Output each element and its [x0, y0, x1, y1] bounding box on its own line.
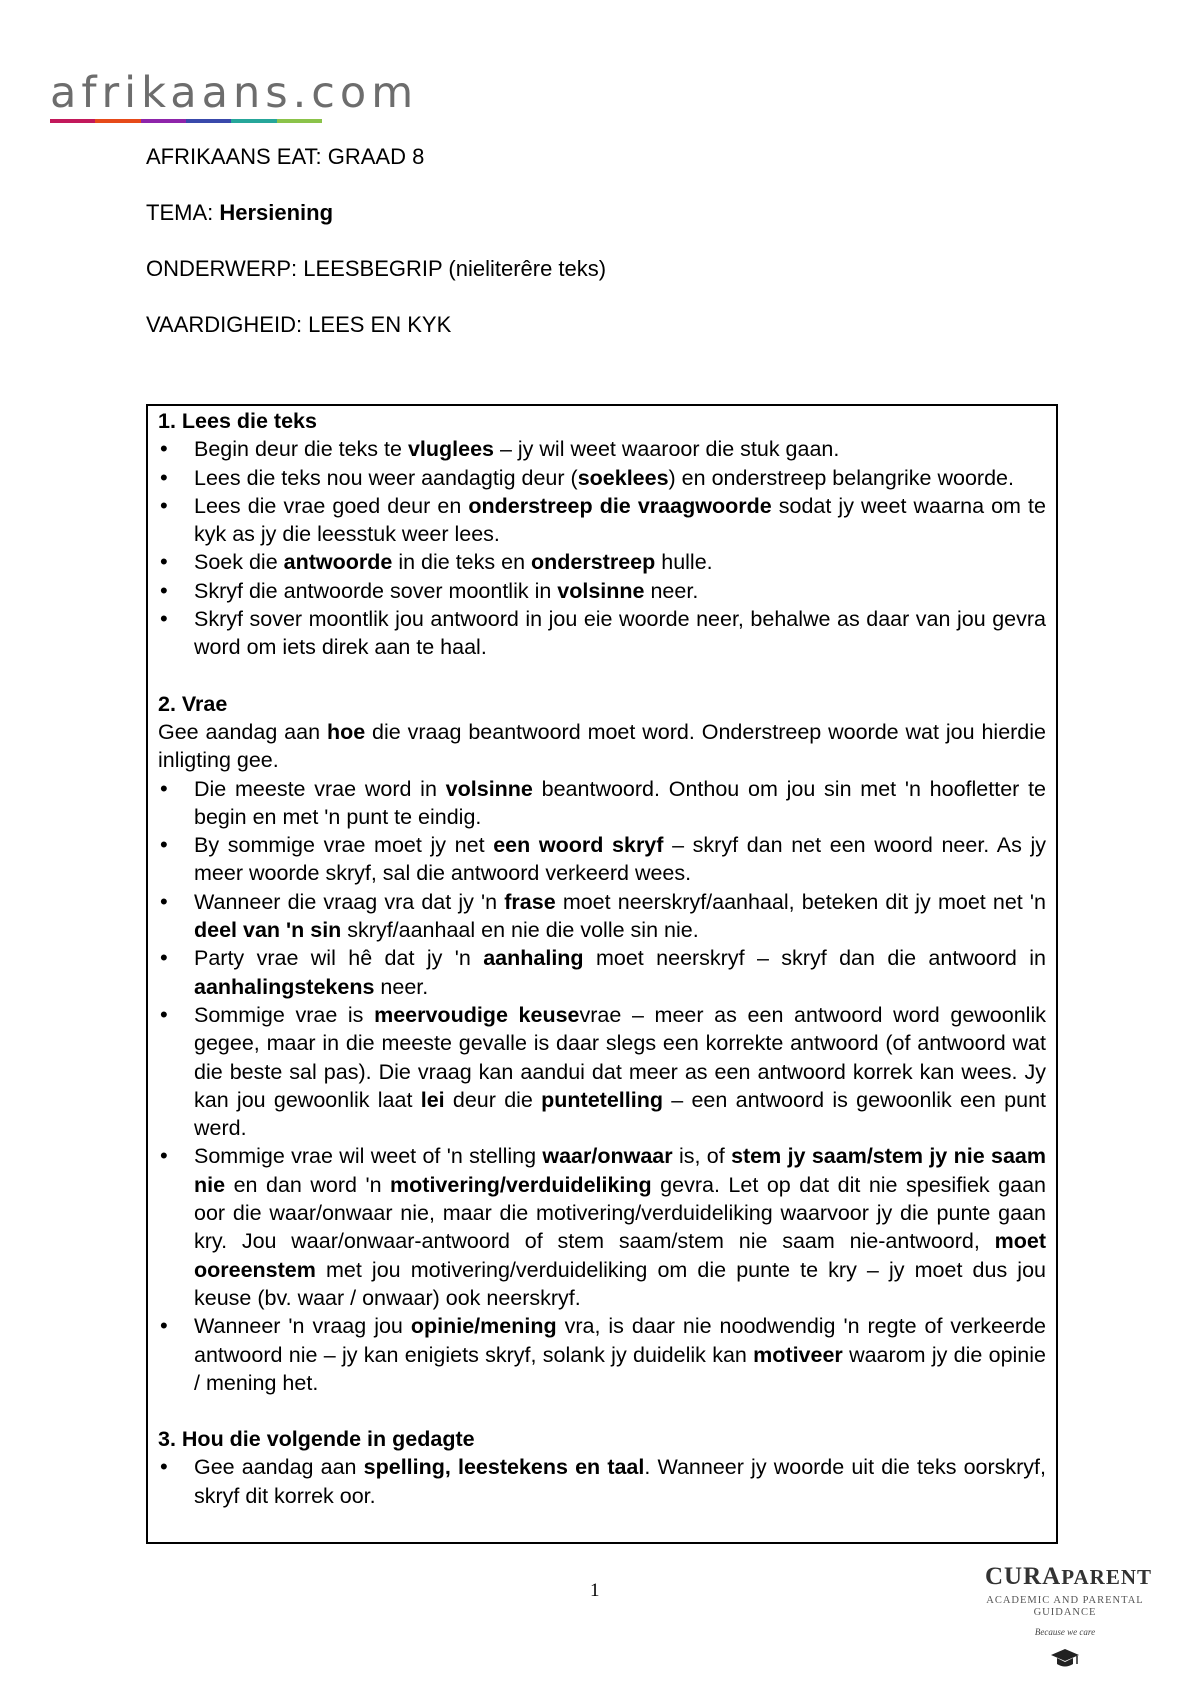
logo-bar-segment — [186, 119, 231, 123]
logo-bar-segment — [50, 119, 95, 123]
document-header — [146, 143, 606, 367]
spacer — [158, 662, 1046, 690]
list-item: • Sommige vrae is meervoudige keusevrae – meer as een antwoord word gewoonlik gegee, maar in die meeste gevalle is daar slegs een korrekte antwoord (of antwoord wat die beste sal pas). Die vraag kan aandui dat meer as een antwoord korrek kan wees. Jy kan jou gewoonlik laat lei deur die puntetelling – een antwoord is gewoonlik een punt werd. — [158, 1001, 1046, 1142]
curaparent-logo — [985, 1563, 1152, 1669]
section1-list — [158, 435, 1046, 661]
list-item: • Sommige vrae wil weet of 'n stelling waar/onwaar is, of stem jy saam/stem jy nie saam nie en dan word 'n motivering/verduideliking gevra. Let op dat dit nie spesifiek gaan oor die waar/onwaar nie, maar die motivering/verduideliking waarvoor jy die punte gaan kry. Jou waar/onwaar-antwoord of stem saam/stem nie saam nie-antwoord, moet ooreenstem met jou motivering/verduideliking om die punte te kry – jy moet dus jou keuse (bv. waar / onwaar) ook neerskryf. — [158, 1142, 1046, 1312]
spacer — [158, 1397, 1046, 1425]
list-item: • Begin deur die teks te vluglees – jy wil weet waaroor die stuk gaan. — [158, 435, 1046, 463]
section2-list — [158, 775, 1046, 1398]
list-item: • Lees die vrae goed deur en onderstreep die vraagwoorde sodat jy weet waarna om te kyk as jy die leesstuk weer lees. — [158, 492, 1046, 549]
section1-title: 1. Lees die teks — [158, 409, 317, 433]
list-item: • Gee aandag aan spelling, leestekens en taal. Wanneer jy woorde uit die teks oorskryf, skryf dit korrek oor. — [158, 1453, 1046, 1510]
list-item: • Soek die antwoorde in die teks en onderstreep hulle. — [158, 548, 1046, 576]
list-item: • Skryf die antwoorde sover moontlik in volsinne neer. — [158, 577, 1046, 605]
section2-title: 2. Vrae — [158, 691, 228, 716]
graduation-cap-icon — [1050, 1647, 1080, 1669]
curaparent-wordmark: CURAPARENT — [985, 1563, 1152, 1590]
section3-list — [158, 1453, 1046, 1510]
logo-color-bar — [50, 119, 322, 123]
logo-bar-segment — [141, 119, 186, 123]
section2-intro: Gee aandag aan hoe die vraag beantwoord moet word. Onderstreep woorde wat jou hierdie inligting gee. — [158, 719, 1046, 773]
logo-text: afrikaans.com — [50, 68, 419, 118]
list-item: • Skryf sover moontlik jou antwoord in jou eie woorde neer, behalwe as daar van jou gevra word om iets direk aan te haal. — [158, 605, 1046, 662]
logo-bar-segment — [277, 119, 322, 123]
list-item: • Wanneer 'n vraag jou opinie/mening vra, is daar nie noodwendig 'n regte of verkeerde antwoord nie – jy kan enigiets skryf, solank jy duidelik kan motiveer waarom jy die opinie / mening het. — [158, 1312, 1046, 1397]
list-item: • Lees die teks nou weer aandagtig deur (soeklees) en onderstreep belangrike woorde. — [158, 464, 1046, 492]
instructions-box — [146, 404, 1058, 1544]
afrikaans-logo — [50, 68, 419, 123]
logo-bar-segment — [95, 119, 140, 123]
header-topic: ONDERWERP: LEESBEGRIP (nieliterêre teks) — [146, 256, 607, 281]
header-theme: TEMA: Hersiening — [146, 200, 334, 225]
list-item: • By sommige vrae moet jy net een woord skryf – skryf dan net een woord neer. As jy meer woorde skryf, sal die antwoord verkeerd wees. — [158, 831, 1046, 888]
curaparent-tagline: Because we care — [1034, 1627, 1096, 1637]
section3-title: 3. Hou die volgende in gedagte — [158, 1427, 475, 1452]
list-item: • Wanneer die vraag vra dat jy 'n frase moet neerskryf/aanhaal, beteken dit jy moet net 'n deel van 'n sin skryf/aanhaal en nie die volle sin nie. — [158, 888, 1046, 945]
list-item: • Die meeste vrae word in volsinne beantwoord. Onthou om jou sin met 'n hoofletter te begin en met 'n punt te eindig. — [158, 775, 1046, 832]
logo-bar-segment — [231, 119, 276, 123]
header-grade: AFRIKAANS EAT: GRAAD 8 — [146, 144, 425, 169]
header-skill: VAARDIGHEID: LEES EN KYK — [146, 312, 452, 337]
list-item: • Party vrae wil hê dat jy 'n aanhaling moet neerskryf – skryf dan die antwoord in aanhalingstekens neer. — [158, 944, 1046, 1001]
page-number: 1 — [590, 1580, 600, 1601]
curaparent-subtitle: ACADEMIC AND PARENTAL GUIDANCE — [986, 1595, 1144, 1618]
